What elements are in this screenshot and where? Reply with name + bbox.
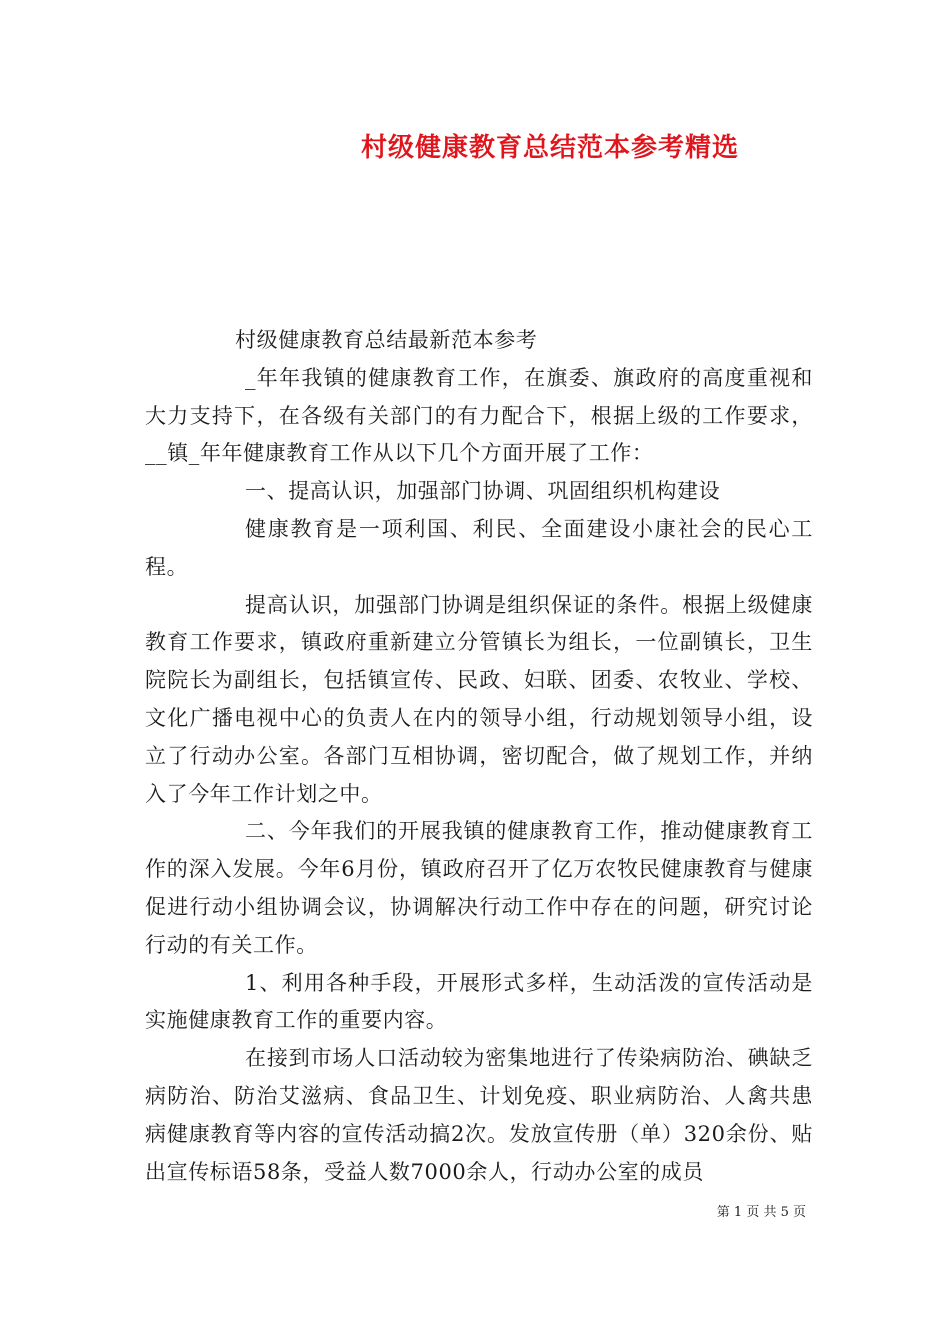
section-heading-2: 二、今年我们的开展我镇的健康教育工作，推动健康教育工作的深入发展。今年6月份，镇政府召开了亿万农牧民健康教育与健康促进行动小组协调会议，协调解决行动工作中存在的问题，研究讨论行动的有关工作。 bbox=[145, 819, 813, 957]
paragraph-intro: _年年我镇的健康教育工作，在旗委、旗政府的高度重视和大力支持下，在各级有关部门的有力配合下，根据上级的工作要求，__镇_年年健康教育工作从以下几个方面开展了工作： bbox=[145, 365, 813, 466]
document-title: 村级健康教育总结范本参考精选 bbox=[360, 133, 739, 163]
page-number: 第 1 页 共 5 页 bbox=[716, 1205, 806, 1220]
paragraph: 在接到市场人口活动较为密集地进行了传染病防治、碘缺乏病防治、防治艾滋病、食品卫生、计划免疫、职业病防治、人禽共患病健康教育等内容的宣传活动搞2次。发放宣传册（单）320余份、贴出宣传标语58条，受益人数7000余人，行动办公室的成员 bbox=[145, 1046, 813, 1184]
paragraph: 提高认识，加强部门协调是组织保证的条件。根据上级健康教育工作要求，镇政府重新建立分管镇长为组长，一位副镇长，卫生院院长为副组长，包括镇宣传、民政、妇联、团委、农牧业、学校、文化广播电视中心的负责人在内的领导小组，行动规划领导小组，设立了行动办公室。各部门互相协调，密切配合，做了规划工作，并纳入了今年工作计划之中。 bbox=[145, 592, 813, 806]
document-body bbox=[145, 322, 813, 1191]
list-item-1: 1、利用各种手段，开展形式多样，生动活泼的宣传活动是实施健康教育工作的重要内容。 bbox=[145, 970, 813, 1033]
document-subtitle: 村级健康教育总结最新范本参考 bbox=[235, 328, 538, 352]
paragraph: 健康教育是一项利国、利民、全面建设小康社会的民心工程。 bbox=[145, 516, 813, 579]
section-heading-1: 一、提高认识，加强部门协调、巩固组织机构建设 bbox=[245, 479, 721, 504]
